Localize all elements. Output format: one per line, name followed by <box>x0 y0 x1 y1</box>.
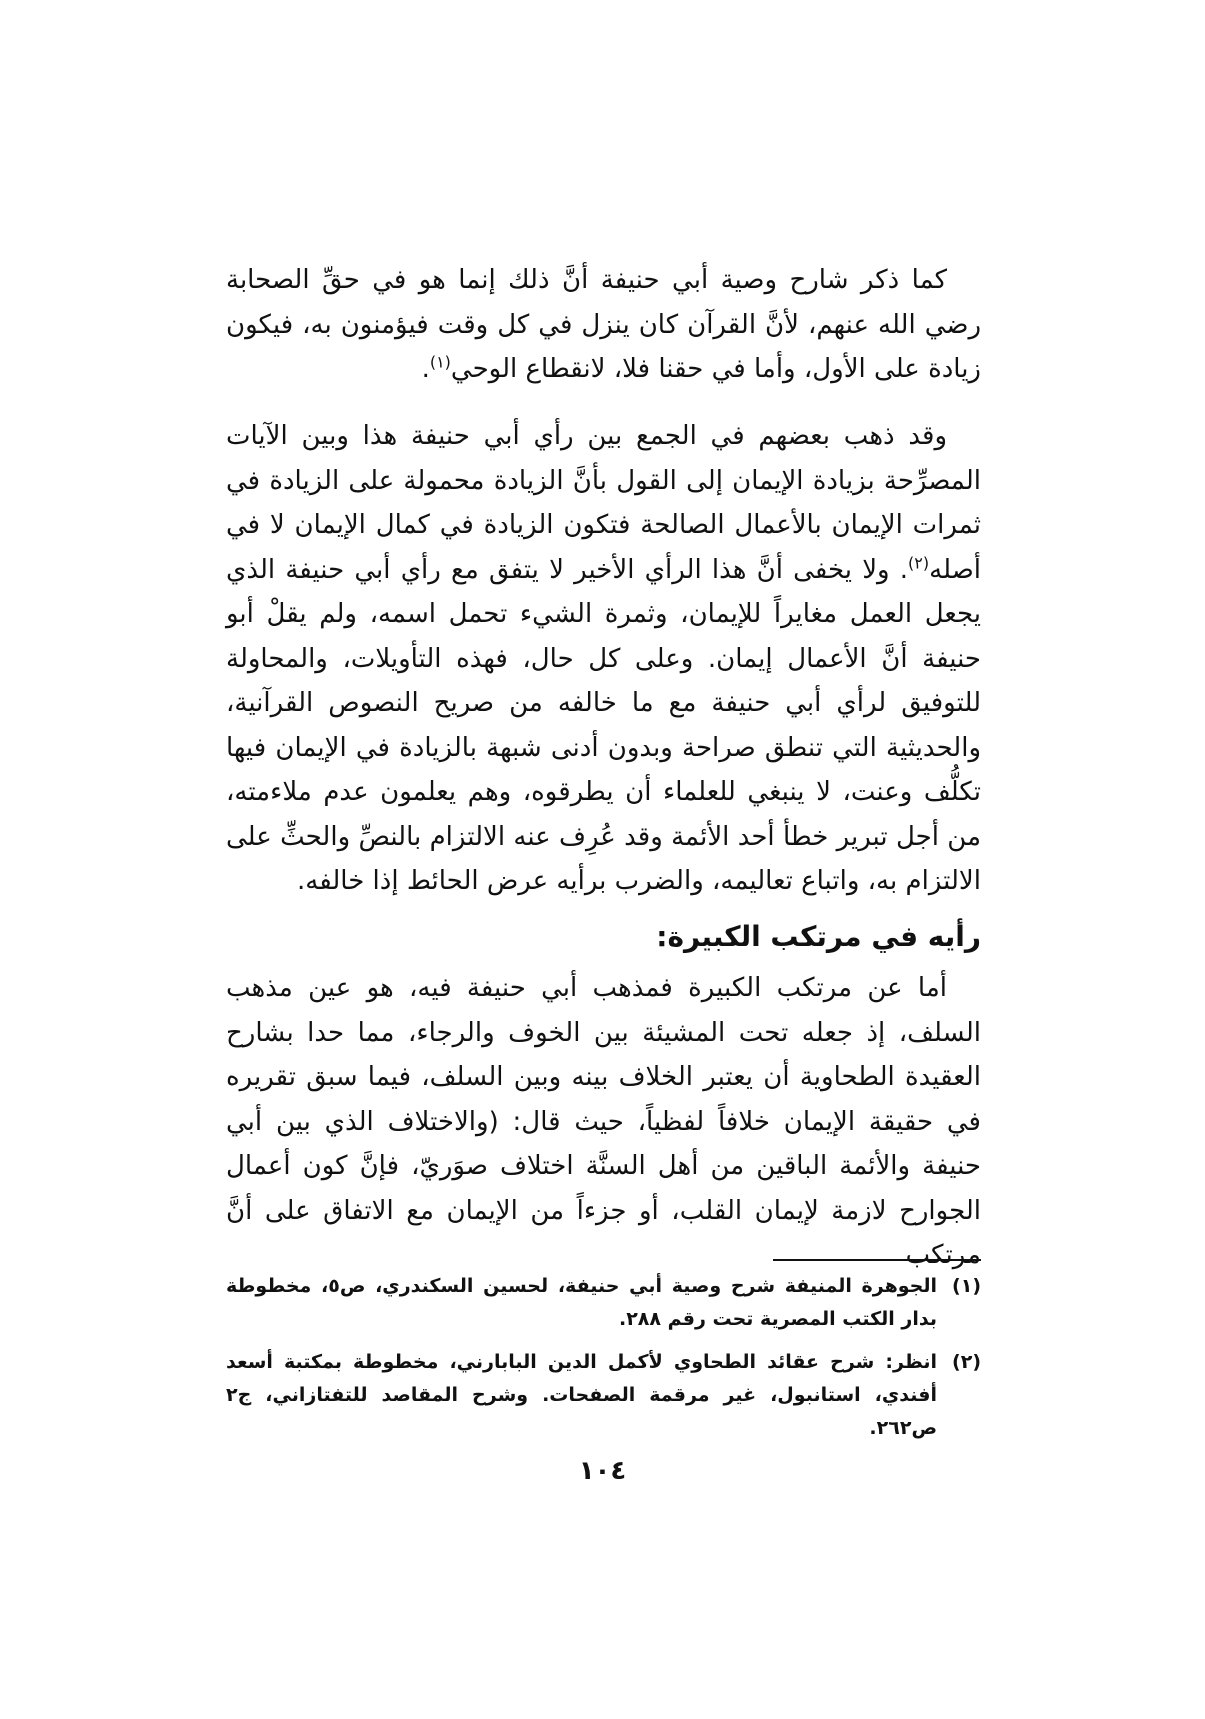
paragraph-2-text-a: وقد ذهب بعضهم في الجمع بين رأي أبي حنيفة هذا وبين الآيات المصرِّحة بزيادة الإيمان إلى القول بأنَّ الزيادة محمولة على الزيادة في ثمرات الإيمان بالأعمال الصالحة فتكون الزيادة في كمال الإيمان لا في أصله <box>226 421 981 585</box>
paragraph-1-text: كما ذكر شارح وصية أبي حنيفة أنَّ ذلك إنما هو في حقِّ الصحابة رضي الله عنهم، لأنَّ القرآن كان ينزل في كل وقت فيؤمنون به، فيكون زيادة على الأول، وأما في حقنا فلا، لانقطاع الوحي <box>226 265 981 384</box>
paragraph-1-tail: . <box>421 354 430 384</box>
page-number: ١٠٤ <box>578 1456 627 1486</box>
footnote-2-text: انظر: شرح عقائد الطحاوي لأكمل الدين البابارني، مخطوطة بمكتبة أسعد أفندي، استانبول، غير مرقمة الصفحات. وشرح المقاصد للتفتازاني، ج٢ ص٢٦٢. <box>226 1351 937 1439</box>
footnote-ref-2: (٢) <box>908 552 930 572</box>
footnote-1-text: الجوهرة المنيفة شرح وصية أبي حنيفة، لحسين السكندري، ص٥، مخطوطة بدار الكتب المصرية تحت رقم ٢٨٨. <box>226 1275 937 1330</box>
section-heading: رأيه في مرتكب الكبيرة: <box>656 920 981 953</box>
footnote-1-number: (١) <box>952 1275 981 1297</box>
footnote-ref-1: (١) <box>429 352 451 372</box>
footnote-divider <box>773 1259 981 1261</box>
footnotes <box>226 1270 981 1455</box>
footnote-2 <box>226 1346 981 1445</box>
footnote-1 <box>226 1270 981 1336</box>
paragraph-3 <box>226 966 981 1278</box>
paragraph-2 <box>226 414 981 904</box>
footnote-2-number: (٢) <box>952 1351 981 1373</box>
paragraph-1 <box>226 258 981 392</box>
paragraph-2-text-b: . ولا يخفى أنَّ هذا الرأي الأخير لا يتفق مع رأي أبي حنيفة الذي يجعل العمل مغايراً للإيمان، وثمرة الشيء تحمل اسمه، ولم يقلْ أبو حنيفة أنَّ الأعمال إيمان. وعلى كل حال، فهذه التأويلات، والمحاولة للتوفيق لرأي أبي حنيفة مع ما خالفه من صريح النصوص القرآنية، والحديثية التي تنطق صراحة وبدون أدنى شبهة بالزيادة في الإيمان فيها تكلُّف وعنت، لا ينبغي للعلماء أن يطرقوه، وهم يعلمون عدم ملاءمته، من أجل تبرير خطأ أحد الأئمة وقد عُرِف عنه الالتزام بالنصِّ والحثِّ على الالتزام به، واتباع تعاليمه، والضرب برأيه عرض الحائط إذا خالفه. <box>226 554 981 896</box>
paragraph-3-text: أما عن مرتكب الكبيرة فمذهب أبي حنيفة فيه، هو عين مذهب السلف، إذ جعله تحت المشيئة بين الخوف والرجاء، مما حدا بشارح العقيدة الطحاوية أن يعتبر الخلاف بينه وبين السلف، فيما سبق تقريره في حقيقة الإيمان خلافاً لفظياً، حيث قال: (والاختلاف الذي بين أبي حنيفة والأئمة الباقين من أهل السنَّة اختلاف صوَريّ، فإنَّ كون أعمال الجوارح لازمة لإيمان القلب، أو جزءاً من الإيمان مع الاتفاق على أنَّ مرتكب <box>226 973 981 1270</box>
